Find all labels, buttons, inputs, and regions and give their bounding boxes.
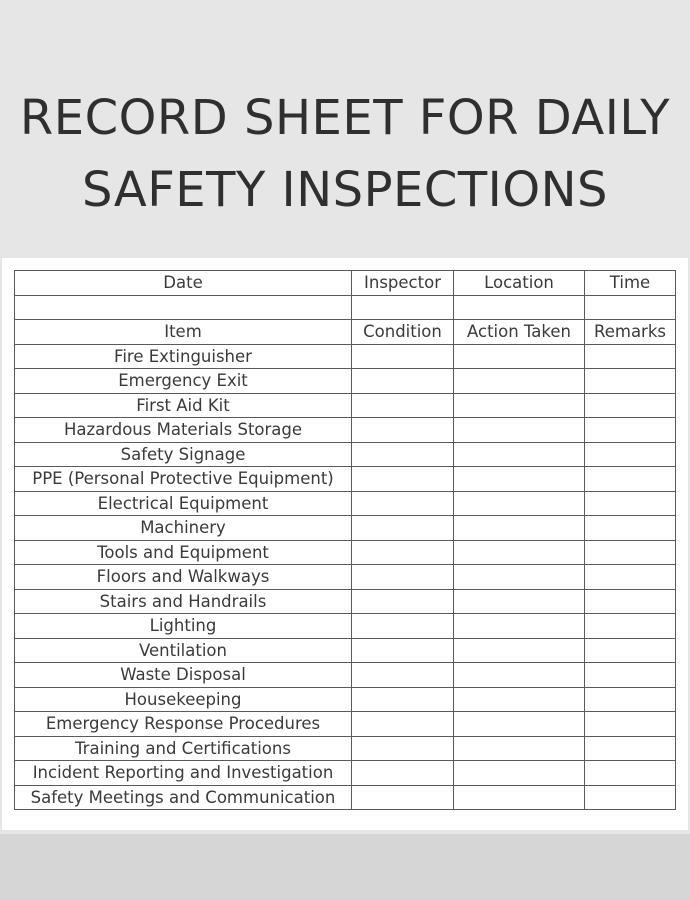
item-cell: Fire Extinguisher (15, 344, 352, 369)
table-row (15, 663, 676, 688)
title-line-1: RECORD SHEET FOR DAILY (19, 90, 671, 146)
item-cell: Safety Signage (15, 442, 352, 467)
column-header-row (15, 320, 676, 345)
remarks-cell[interactable] (585, 687, 676, 712)
condition-cell[interactable] (352, 418, 454, 443)
remarks-cell[interactable] (585, 663, 676, 688)
action-taken-cell[interactable] (454, 785, 585, 810)
time-header: Time (585, 271, 676, 296)
table-row (15, 369, 676, 394)
location-field[interactable] (454, 295, 585, 320)
remarks-column-header: Remarks (585, 320, 676, 345)
action-taken-cell[interactable] (454, 393, 585, 418)
table-row (15, 638, 676, 663)
action-taken-cell[interactable] (454, 344, 585, 369)
table-row (15, 393, 676, 418)
action-taken-cell[interactable] (454, 418, 585, 443)
table-row (15, 687, 676, 712)
item-cell: Emergency Response Procedures (15, 712, 352, 737)
table-row (15, 785, 676, 810)
remarks-cell[interactable] (585, 393, 676, 418)
inspector-header: Inspector (352, 271, 454, 296)
item-cell: PPE (Personal Protective Equipment) (15, 467, 352, 492)
item-cell: Stairs and Handrails (15, 589, 352, 614)
page-title (0, 82, 690, 226)
record-sheet (2, 258, 688, 830)
item-cell: Safety Meetings and Communication (15, 785, 352, 810)
inspector-field[interactable] (352, 295, 454, 320)
header-label-row (15, 271, 676, 296)
action-taken-cell[interactable] (454, 467, 585, 492)
table-row (15, 589, 676, 614)
title-line-2: SAFETY INSPECTIONS (82, 162, 608, 218)
header-value-row (15, 295, 676, 320)
remarks-cell[interactable] (585, 369, 676, 394)
item-cell: Waste Disposal (15, 663, 352, 688)
item-cell: Hazardous Materials Storage (15, 418, 352, 443)
action-taken-cell[interactable] (454, 516, 585, 541)
condition-column-header: Condition (352, 320, 454, 345)
action-taken-column-header: Action Taken (454, 320, 585, 345)
bottom-band (0, 834, 690, 900)
condition-cell[interactable] (352, 369, 454, 394)
item-cell: Emergency Exit (15, 369, 352, 394)
condition-cell[interactable] (352, 785, 454, 810)
remarks-cell[interactable] (585, 736, 676, 761)
action-taken-cell[interactable] (454, 687, 585, 712)
condition-cell[interactable] (352, 663, 454, 688)
table-row (15, 344, 676, 369)
action-taken-cell[interactable] (454, 663, 585, 688)
table-row (15, 565, 676, 590)
item-cell: Incident Reporting and Investigation (15, 761, 352, 786)
remarks-cell[interactable] (585, 638, 676, 663)
table-row (15, 442, 676, 467)
location-header: Location (454, 271, 585, 296)
table-row (15, 736, 676, 761)
table-row (15, 467, 676, 492)
action-taken-cell[interactable] (454, 614, 585, 639)
action-taken-cell[interactable] (454, 736, 585, 761)
action-taken-cell[interactable] (454, 761, 585, 786)
remarks-cell[interactable] (585, 761, 676, 786)
condition-cell[interactable] (352, 761, 454, 786)
action-taken-cell[interactable] (454, 638, 585, 663)
action-taken-cell[interactable] (454, 369, 585, 394)
action-taken-cell[interactable] (454, 589, 585, 614)
date-header: Date (15, 271, 352, 296)
table-row (15, 516, 676, 541)
remarks-cell[interactable] (585, 589, 676, 614)
table-row (15, 614, 676, 639)
condition-cell[interactable] (352, 540, 454, 565)
remarks-cell[interactable] (585, 344, 676, 369)
condition-cell[interactable] (352, 687, 454, 712)
condition-cell[interactable] (352, 467, 454, 492)
condition-cell[interactable] (352, 638, 454, 663)
table-row (15, 712, 676, 737)
remarks-cell[interactable] (585, 540, 676, 565)
condition-cell[interactable] (352, 565, 454, 590)
item-cell: First Aid Kit (15, 393, 352, 418)
remarks-cell[interactable] (585, 712, 676, 737)
item-cell: Floors and Walkways (15, 565, 352, 590)
action-taken-cell[interactable] (454, 491, 585, 516)
table-row (15, 540, 676, 565)
remarks-cell[interactable] (585, 491, 676, 516)
table-row (15, 418, 676, 443)
remarks-cell[interactable] (585, 467, 676, 492)
item-column-header: Item (15, 320, 352, 345)
item-cell: Electrical Equipment (15, 491, 352, 516)
condition-cell[interactable] (352, 442, 454, 467)
condition-cell[interactable] (352, 614, 454, 639)
time-field[interactable] (585, 295, 676, 320)
condition-cell[interactable] (352, 712, 454, 737)
inspection-table (14, 270, 676, 810)
item-cell: Tools and Equipment (15, 540, 352, 565)
condition-cell[interactable] (352, 491, 454, 516)
condition-cell[interactable] (352, 736, 454, 761)
date-field[interactable] (15, 295, 352, 320)
condition-cell[interactable] (352, 516, 454, 541)
item-cell: Housekeeping (15, 687, 352, 712)
remarks-cell[interactable] (585, 418, 676, 443)
remarks-cell[interactable] (585, 614, 676, 639)
table-row (15, 491, 676, 516)
action-taken-cell[interactable] (454, 540, 585, 565)
remarks-cell[interactable] (585, 565, 676, 590)
item-cell: Lighting (15, 614, 352, 639)
table-row (15, 761, 676, 786)
condition-cell[interactable] (352, 344, 454, 369)
remarks-cell[interactable] (585, 785, 676, 810)
action-taken-cell[interactable] (454, 565, 585, 590)
condition-cell[interactable] (352, 589, 454, 614)
condition-cell[interactable] (352, 393, 454, 418)
item-cell: Training and Certifications (15, 736, 352, 761)
action-taken-cell[interactable] (454, 712, 585, 737)
remarks-cell[interactable] (585, 442, 676, 467)
remarks-cell[interactable] (585, 516, 676, 541)
action-taken-cell[interactable] (454, 442, 585, 467)
item-cell: Ventilation (15, 638, 352, 663)
item-cell: Machinery (15, 516, 352, 541)
